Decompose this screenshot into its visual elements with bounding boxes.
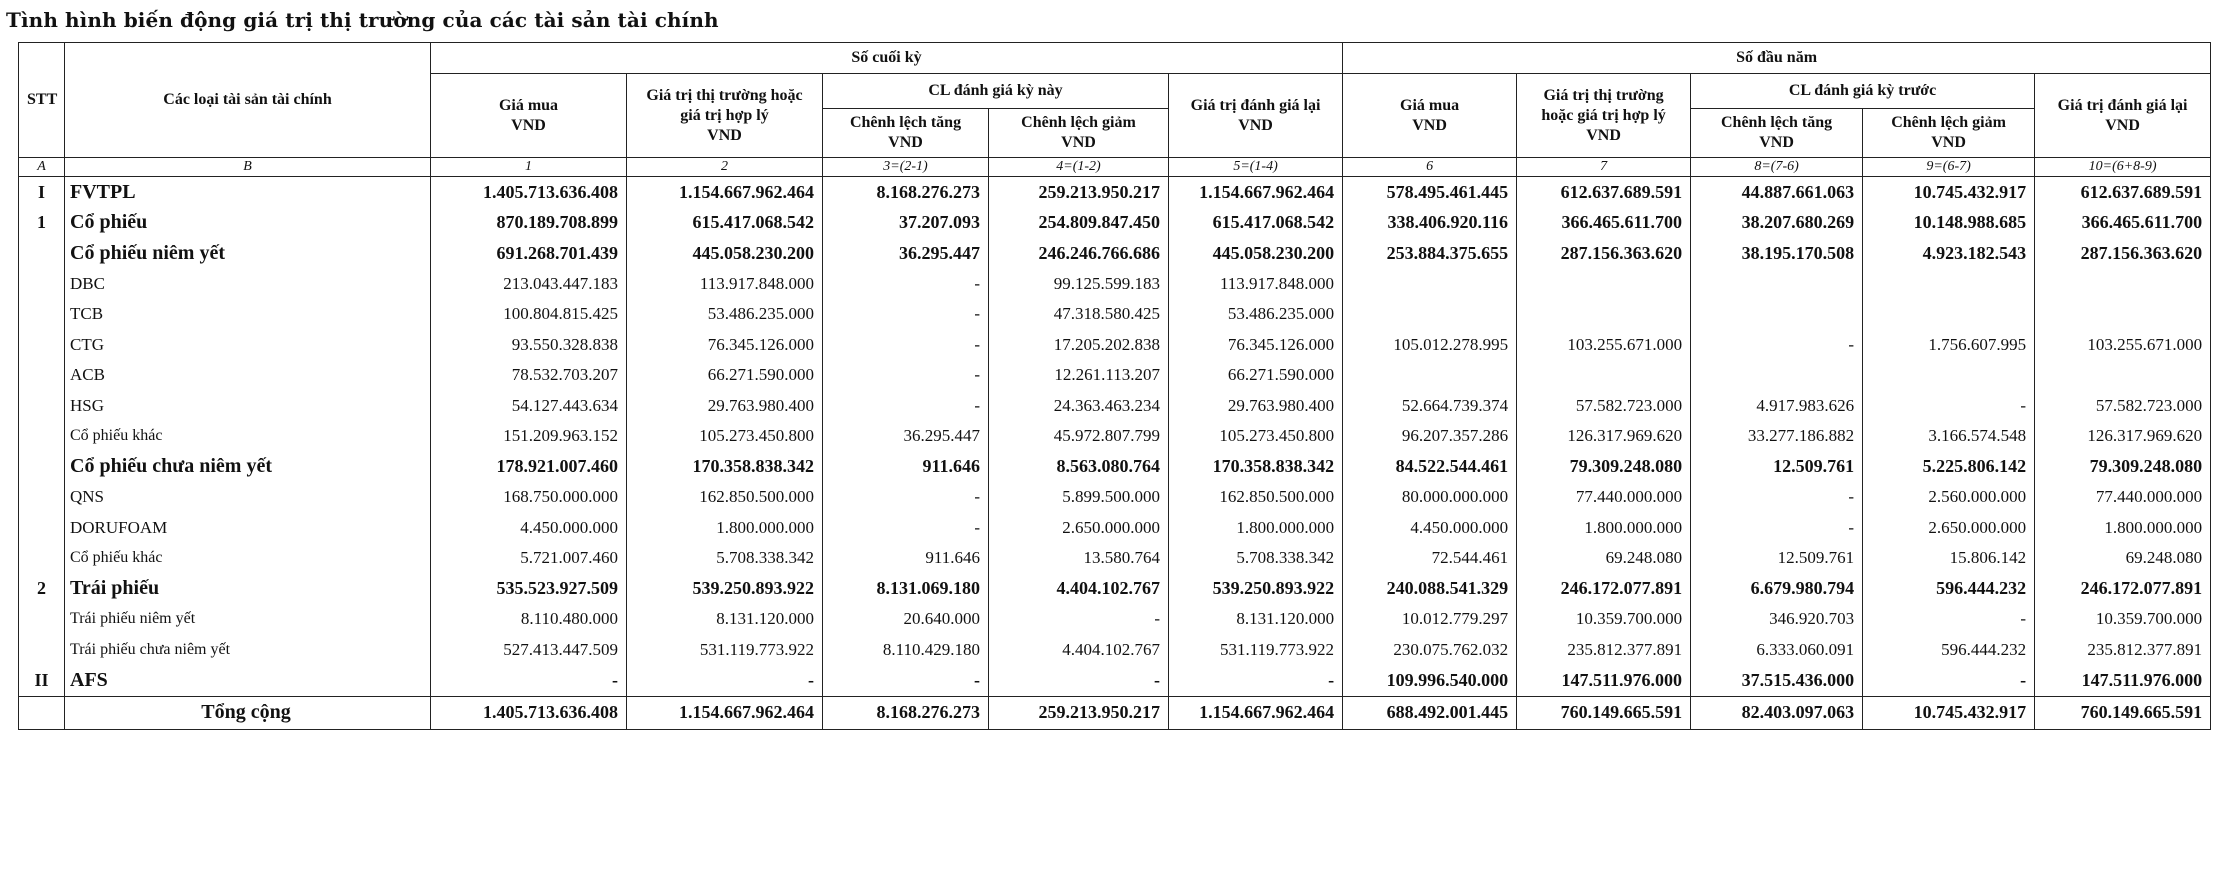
value-cell: 8.168.276.273 [823,177,989,208]
total-value-cell: 259.213.950.217 [989,696,1169,729]
column-code: 1 [431,158,627,177]
value-cell: 4.450.000.000 [1343,513,1517,544]
value-cell: 445.058.230.200 [627,238,823,269]
value-cell: - [1691,482,1863,513]
row-asset-name: Cổ phiếu niêm yết [65,238,431,269]
value-cell: 3.166.574.548 [1863,421,2035,452]
value-cell: 5.708.338.342 [627,543,823,574]
value-cell [1691,299,1863,330]
total-row [19,696,2211,729]
value-cell: 10.359.700.000 [2035,604,2211,635]
col-stt-header: STT [19,43,65,158]
total-value-cell: 82.403.097.063 [1691,696,1863,729]
row-asset-name: Trái phiếu chưa niêm yết [65,635,431,666]
value-cell: 2.560.000.000 [1863,482,2035,513]
value-cell: - [823,360,989,391]
cl-this-period-header: CL đánh giá kỳ này [823,74,1169,109]
value-cell [1517,269,1691,300]
value-cell [2035,269,2211,300]
value-cell: 6.679.980.794 [1691,574,1863,605]
value-cell: 527.413.447.509 [431,635,627,666]
value-cell: 254.809.847.450 [989,208,1169,239]
row-stt [19,604,65,635]
value-cell: - [989,604,1169,635]
row-asset-name: AFS [65,665,431,696]
value-cell: 170.358.838.342 [627,452,823,483]
value-cell: 54.127.443.634 [431,391,627,422]
value-cell [1517,360,1691,391]
row-stt [19,482,65,513]
start-market-value-header: Giá trị thị trường hoặc giá trị hợp lý VND [1517,74,1691,158]
value-cell: 96.207.357.286 [1343,421,1517,452]
value-cell: 1.800.000.000 [1517,513,1691,544]
value-cell: 103.255.671.000 [2035,330,2211,361]
value-cell: 12.261.113.207 [989,360,1169,391]
column-code: 6 [1343,158,1517,177]
value-cell: 99.125.599.183 [989,269,1169,300]
value-cell: 1.800.000.000 [627,513,823,544]
row-asset-name: CTG [65,330,431,361]
value-cell: 10.745.432.917 [1863,177,2035,208]
column-code: 4=(1-2) [989,158,1169,177]
value-cell: 366.465.611.700 [2035,208,2211,239]
value-cell: 29.763.980.400 [1169,391,1343,422]
value-cell: 33.277.186.882 [1691,421,1863,452]
value-cell: 147.511.976.000 [2035,665,2211,696]
total-value-cell: 688.492.001.445 [1343,696,1517,729]
value-cell: 66.271.590.000 [627,360,823,391]
table-row [19,238,2211,269]
value-cell: 103.255.671.000 [1517,330,1691,361]
column-code: 9=(6-7) [1863,158,2035,177]
table-row [19,360,2211,391]
value-cell [2035,299,2211,330]
value-cell: 531.119.773.922 [1169,635,1343,666]
value-cell [1691,269,1863,300]
value-cell: 113.917.848.000 [1169,269,1343,300]
value-cell: - [627,665,823,696]
value-cell: 596.444.232 [1863,574,2035,605]
value-cell: 235.812.377.891 [1517,635,1691,666]
value-cell: 100.804.815.425 [431,299,627,330]
row-stt [19,299,65,330]
row-asset-name: ACB [65,360,431,391]
start-increase-header: Chênh lệch tăng VND [1691,109,1863,158]
value-cell: 1.800.000.000 [2035,513,2211,544]
total-value-cell: 10.745.432.917 [1863,696,2035,729]
value-cell: 240.088.541.329 [1343,574,1517,605]
value-cell: 36.295.447 [823,421,989,452]
row-stt [19,269,65,300]
column-code: B [65,158,431,177]
value-cell: - [823,482,989,513]
value-cell: 230.075.762.032 [1343,635,1517,666]
value-cell: 287.156.363.620 [1517,238,1691,269]
value-cell [1863,299,2035,330]
row-stt [19,635,65,666]
value-cell: 8.131.120.000 [1169,604,1343,635]
value-cell: 235.812.377.891 [2035,635,2211,666]
col-name-header: Các loại tài sản tài chính [65,43,431,158]
total-value-cell: 1.154.667.962.464 [627,696,823,729]
value-cell: 10.148.988.685 [1863,208,2035,239]
value-cell: 8.110.429.180 [823,635,989,666]
value-cell: - [823,513,989,544]
value-cell: 93.550.328.838 [431,330,627,361]
page-title: Tình hình biến động giá trị thị trường của các tài sản tài chính [6,8,719,32]
total-label: Tổng cộng [65,696,431,729]
table-row [19,177,2211,208]
value-cell: - [1863,604,2035,635]
value-cell: - [823,391,989,422]
row-asset-name: DBC [65,269,431,300]
table-row [19,452,2211,483]
value-cell: 162.850.500.000 [627,482,823,513]
value-cell: 1.405.713.636.408 [431,177,627,208]
table-row [19,482,2211,513]
value-cell: 57.582.723.000 [1517,391,1691,422]
row-asset-name: FVTPL [65,177,431,208]
value-cell [1863,269,2035,300]
value-cell: 5.708.338.342 [1169,543,1343,574]
value-cell: 29.763.980.400 [627,391,823,422]
value-cell: 246.246.766.686 [989,238,1169,269]
row-asset-name: Cổ phiếu khác [65,421,431,452]
value-cell [1343,269,1517,300]
value-cell: 4.923.182.543 [1863,238,2035,269]
column-code: 3=(2-1) [823,158,989,177]
value-cell: 37.207.093 [823,208,989,239]
start-decrease-header: Chênh lệch giảm VND [1863,109,2035,158]
value-cell: 8.131.069.180 [823,574,989,605]
value-cell: 151.209.963.152 [431,421,627,452]
row-asset-name: TCB [65,299,431,330]
value-cell: 36.295.447 [823,238,989,269]
value-cell: 338.406.920.116 [1343,208,1517,239]
value-cell: 57.582.723.000 [2035,391,2211,422]
table-row [19,513,2211,544]
value-cell: 168.750.000.000 [431,482,627,513]
start-purchase-price-header: Giá mua VND [1343,74,1517,158]
value-cell: 287.156.363.620 [2035,238,2211,269]
column-code: 5=(1-4) [1169,158,1343,177]
value-cell [1343,360,1517,391]
cl-prev-period-header: CL đánh giá kỳ trước [1691,74,2035,109]
value-cell: 109.996.540.000 [1343,665,1517,696]
value-cell: 531.119.773.922 [627,635,823,666]
value-cell: 38.195.170.508 [1691,238,1863,269]
value-cell: 15.806.142 [1863,543,2035,574]
value-cell: 17.205.202.838 [989,330,1169,361]
row-asset-name: Cổ phiếu chưa niêm yết [65,452,431,483]
value-cell: 8.563.080.764 [989,452,1169,483]
end-purchase-price-header: Giá mua VND [431,74,627,158]
value-cell: 80.000.000.000 [1343,482,1517,513]
row-asset-name: DORUFOAM [65,513,431,544]
value-cell: 78.532.703.207 [431,360,627,391]
row-stt [19,360,65,391]
table-body [19,177,2211,730]
value-cell: 615.417.068.542 [627,208,823,239]
value-cell: 259.213.950.217 [989,177,1169,208]
value-cell: - [1169,665,1343,696]
row-asset-name: Cổ phiếu khác [65,543,431,574]
end-market-value-header: Giá trị thị trường hoặc giá trị hợp lý VND [627,74,823,158]
value-cell: 4.404.102.767 [989,574,1169,605]
value-cell: 246.172.077.891 [2035,574,2211,605]
row-asset-name: QNS [65,482,431,513]
value-cell: 113.917.848.000 [627,269,823,300]
value-cell: 2.650.000.000 [989,513,1169,544]
row-stt: 2 [19,574,65,605]
value-cell: 615.417.068.542 [1169,208,1343,239]
column-code-row [19,158,2211,177]
value-cell: - [1863,665,2035,696]
value-cell: 535.523.927.509 [431,574,627,605]
start-revaluation-header: Giá trị đánh giá lại VND [2035,74,2211,158]
value-cell: 12.509.761 [1691,543,1863,574]
column-code: 7 [1517,158,1691,177]
value-cell: - [1691,330,1863,361]
value-cell: 539.250.893.922 [1169,574,1343,605]
column-code: 8=(7-6) [1691,158,1863,177]
row-stt [19,543,65,574]
table-row [19,604,2211,635]
row-stt [19,238,65,269]
row-asset-name: HSG [65,391,431,422]
table-row [19,543,2211,574]
value-cell: 10.012.779.297 [1343,604,1517,635]
value-cell: 20.640.000 [823,604,989,635]
row-asset-name: Cổ phiếu [65,208,431,239]
value-cell [1343,299,1517,330]
value-cell: - [823,665,989,696]
value-cell: - [1691,513,1863,544]
value-cell: 1.756.607.995 [1863,330,2035,361]
column-code: 2 [627,158,823,177]
value-cell: - [823,269,989,300]
value-cell: 612.637.689.591 [2035,177,2211,208]
value-cell: 76.345.126.000 [1169,330,1343,361]
value-cell: 596.444.232 [1863,635,2035,666]
value-cell: 1.154.667.962.464 [627,177,823,208]
value-cell: 612.637.689.591 [1517,177,1691,208]
value-cell: - [989,665,1169,696]
row-asset-name: Trái phiếu [65,574,431,605]
value-cell: - [823,299,989,330]
end-decrease-header: Chênh lệch giảm VND [989,109,1169,158]
value-cell: - [823,330,989,361]
value-cell [1691,360,1863,391]
end-revaluation-header: Giá trị đánh giá lại VND [1169,74,1343,158]
value-cell: 911.646 [823,452,989,483]
value-cell: 578.495.461.445 [1343,177,1517,208]
value-cell: 1.800.000.000 [1169,513,1343,544]
value-cell: 53.486.235.000 [627,299,823,330]
row-stt: 1 [19,208,65,239]
value-cell: - [1863,391,2035,422]
table-row [19,269,2211,300]
value-cell: 84.522.544.461 [1343,452,1517,483]
value-cell: 105.273.450.800 [1169,421,1343,452]
value-cell: 5.721.007.460 [431,543,627,574]
value-cell: 53.486.235.000 [1169,299,1343,330]
group-start-of-year: Số đầu năm [1343,43,2211,74]
row-stt: I [19,177,65,208]
table-row [19,330,2211,361]
value-cell: 79.309.248.080 [2035,452,2211,483]
value-cell: 691.268.701.439 [431,238,627,269]
value-cell: 1.154.667.962.464 [1169,177,1343,208]
value-cell: 66.271.590.000 [1169,360,1343,391]
table-row [19,299,2211,330]
value-cell: 76.345.126.000 [627,330,823,361]
value-cell: 79.309.248.080 [1517,452,1691,483]
value-cell: 69.248.080 [1517,543,1691,574]
value-cell [2035,360,2211,391]
total-value-cell: 760.149.665.591 [1517,696,1691,729]
value-cell: 126.317.969.620 [1517,421,1691,452]
value-cell: 346.920.703 [1691,604,1863,635]
end-increase-header: Chênh lệch tăng VND [823,109,989,158]
column-code: A [19,158,65,177]
value-cell: 213.043.447.183 [431,269,627,300]
row-stt [19,421,65,452]
value-cell: 37.515.436.000 [1691,665,1863,696]
value-cell: 77.440.000.000 [1517,482,1691,513]
table-row [19,665,2211,696]
value-cell: 911.646 [823,543,989,574]
table-row [19,635,2211,666]
value-cell: 162.850.500.000 [1169,482,1343,513]
value-cell: 45.972.807.799 [989,421,1169,452]
total-value-cell: 1.154.667.962.464 [1169,696,1343,729]
value-cell: 170.358.838.342 [1169,452,1343,483]
value-cell: 4.404.102.767 [989,635,1169,666]
value-cell: 8.131.120.000 [627,604,823,635]
value-cell: 10.359.700.000 [1517,604,1691,635]
value-cell: 4.450.000.000 [431,513,627,544]
row-stt [19,330,65,361]
table-row [19,208,2211,239]
value-cell: 147.511.976.000 [1517,665,1691,696]
value-cell [1863,360,2035,391]
value-cell: 69.248.080 [2035,543,2211,574]
total-stt [19,696,65,729]
value-cell: 178.921.007.460 [431,452,627,483]
value-cell: 8.110.480.000 [431,604,627,635]
value-cell: 52.664.739.374 [1343,391,1517,422]
value-cell: - [431,665,627,696]
table-row [19,574,2211,605]
value-cell: 6.333.060.091 [1691,635,1863,666]
value-cell: 13.580.764 [989,543,1169,574]
value-cell: 72.544.461 [1343,543,1517,574]
value-cell: 4.917.983.626 [1691,391,1863,422]
row-stt: II [19,665,65,696]
table-row [19,391,2211,422]
value-cell: 539.250.893.922 [627,574,823,605]
financial-assets-table [18,42,2211,730]
value-cell: 38.207.680.269 [1691,208,1863,239]
value-cell: 24.363.463.234 [989,391,1169,422]
value-cell [1517,299,1691,330]
value-cell: 77.440.000.000 [2035,482,2211,513]
value-cell: 870.189.708.899 [431,208,627,239]
row-stt [19,391,65,422]
value-cell: 5.899.500.000 [989,482,1169,513]
value-cell: 445.058.230.200 [1169,238,1343,269]
value-cell: 126.317.969.620 [2035,421,2211,452]
value-cell: 2.650.000.000 [1863,513,2035,544]
group-end-of-period: Số cuối kỳ [431,43,1343,74]
value-cell: 47.318.580.425 [989,299,1169,330]
total-value-cell: 1.405.713.636.408 [431,696,627,729]
value-cell: 12.509.761 [1691,452,1863,483]
total-value-cell: 8.168.276.273 [823,696,989,729]
value-cell: 105.273.450.800 [627,421,823,452]
value-cell: 44.887.661.063 [1691,177,1863,208]
total-value-cell: 760.149.665.591 [2035,696,2211,729]
value-cell: 253.884.375.655 [1343,238,1517,269]
value-cell: 366.465.611.700 [1517,208,1691,239]
row-stt [19,452,65,483]
value-cell: 5.225.806.142 [1863,452,2035,483]
row-stt [19,513,65,544]
value-cell: 246.172.077.891 [1517,574,1691,605]
table-row [19,421,2211,452]
row-asset-name: Trái phiếu niêm yết [65,604,431,635]
value-cell: 105.012.278.995 [1343,330,1517,361]
column-code: 10=(6+8-9) [2035,158,2211,177]
